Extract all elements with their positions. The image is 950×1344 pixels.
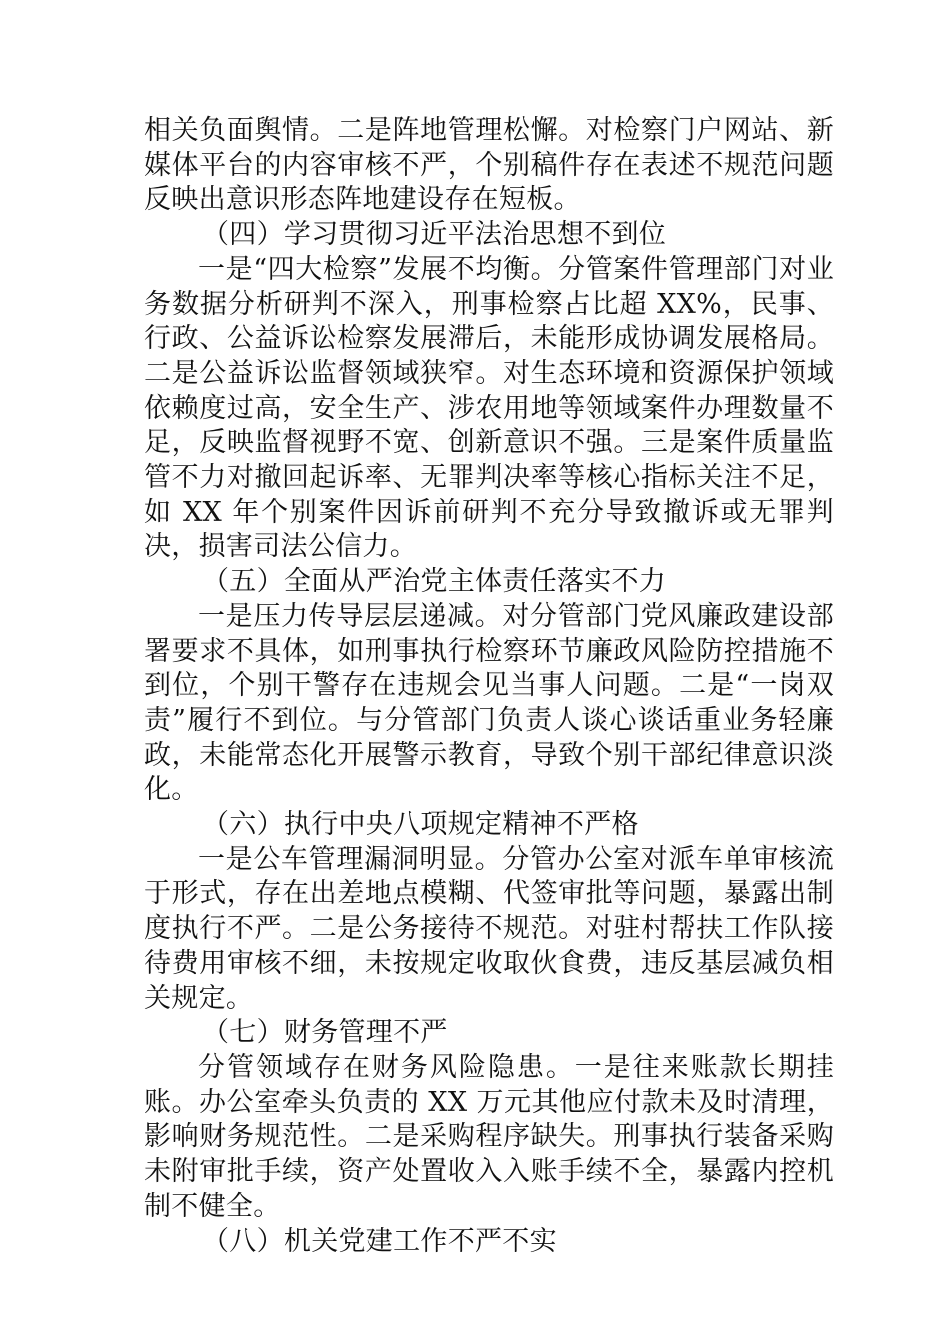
paragraph-section-6: 一是公车管理漏洞明显。分管办公室对派车单审核流于形式，存在出差地点模糊、代签审批等问题，暴露出制度执行不严。二是公务接待不规范。对驻村帮扶工作队接待费用审核不细，未按规定收取伙食费，违反基层减负相关规定。 bbox=[144, 843, 834, 1014]
section-heading-7: （七）财务管理不严 bbox=[202, 1017, 448, 1049]
paragraph-section-5: 一是压力传导层层递减。对分管部门党风廉政建设部署要求不具体，如刑事执行检察环节廉政风险防控措施不到位，个别干警存在违规会见当事人问题。二是“一岗双责”履行不到位。与分管部门负责人谈心谈话重业务轻廉政，未能常态化开展警示教育，导致个别干部纪律意识淡化。 bbox=[144, 600, 834, 806]
section-heading-6: （六）执行中央八项规定精神不严格 bbox=[202, 809, 639, 841]
paragraph-continuation: 相关负面舆情。二是阵地管理松懈。对检察门户网站、新媒体平台的内容审核不严，个别稿件存在表述不规范问题反映出意识形态阵地建设存在短板。 bbox=[144, 115, 834, 216]
paragraph-section-4: 一是“四大检察”发展不均衡。分管案件管理部门对业务数据分析研判不深入，刑事检察占比超 XX%，民事、行政、公益诉讼检察发展滞后，未能形成协调发展格局。二是公益诉讼监督领域狭窄。对生态环境和资源保护领域依赖度过高，安全生产、涉农用地等领域案件办理数量不足，反映监督视野不宽、创新意识不强。三是案件质量监管不力对撤回起诉率、无罪判决率等核心指标关注不足，如 XX 年个别案件因诉前研判不充分导致撤诉或无罪判决，损害司法公信力。 bbox=[144, 253, 834, 563]
document-body bbox=[144, 114, 834, 1259]
section-heading-4: （四）学习贯彻习近平法治思想不到位 bbox=[202, 219, 667, 251]
section-heading-5: （五）全面从严治党主体责任落实不力 bbox=[202, 566, 667, 598]
section-heading-8: （八）机关党建工作不严不实 bbox=[202, 1225, 557, 1257]
paragraph-section-7: 分管领域存在财务风险隐患。一是往来账款长期挂账。办公室牵头负责的 XX 万元其他应付款未及时清理，影响财务规范性。二是采购程序缺失。刑事执行装备采购未附审批手续，资产处置收入入账手续不全，暴露内控机制不健全。 bbox=[144, 1051, 834, 1222]
